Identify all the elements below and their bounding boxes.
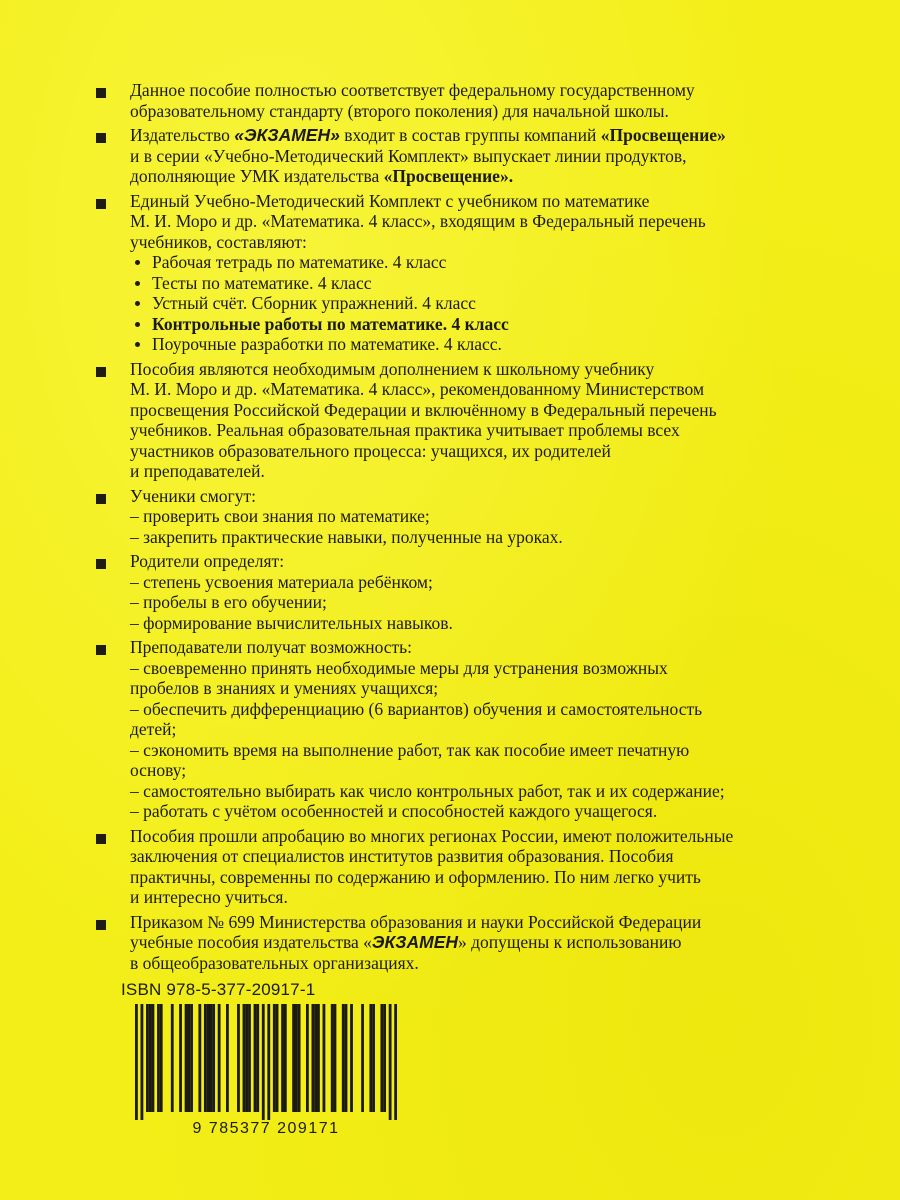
barcode-bar <box>243 1004 246 1112</box>
barcode-bar <box>345 1004 348 1112</box>
text-line: Преподаватели получат возможность: <box>130 637 413 657</box>
list-item-label: Устный счёт. Сборник упражнений. 4 класс <box>152 293 476 313</box>
barcode-bar <box>256 1004 259 1112</box>
text-line: – формирование вычислительных навыков. <box>130 612 453 633</box>
publisher-brand: «ЭКЗАМЕН» <box>234 125 340 145</box>
isbn-label: ISBN 978-5-377-20917-1 <box>121 980 316 999</box>
text-line: участников образовательного процесса: учащихся, их родителей <box>130 440 611 461</box>
barcode-icon <box>135 1004 397 1120</box>
text-line: образовательному стандарту (второго поколения) для начальной школы. <box>130 100 669 121</box>
barcode-bar <box>372 1004 375 1112</box>
square-bullet-icon <box>96 199 106 209</box>
text-line: – степень усвоения материала ребёнком; <box>130 571 433 592</box>
barcode-bar <box>135 1004 138 1120</box>
barcode-digits: 9 785377 209171 <box>192 1120 340 1137</box>
list-item-label: Поурочные разработки по математике. 4 класс. <box>152 334 502 354</box>
text-line: М. И. Моро и др. «Математика. 4 класс», входящим в Федеральный перечень <box>130 211 706 231</box>
barcode-bar <box>314 1004 317 1112</box>
text-line: Ученики смогут: <box>130 485 256 506</box>
text-line: и интересно учиться. <box>130 887 288 907</box>
publisher-brand: ЭКЗАМЕН <box>371 932 459 952</box>
text-line: Родители определят: <box>130 551 285 571</box>
text-line: и в серии «Учебно-Методический Комплект» выпускает линии продуктов, <box>130 145 687 166</box>
barcode-bar <box>226 1004 229 1112</box>
barcode-bar <box>281 1004 284 1112</box>
barcode-bar <box>157 1004 160 1112</box>
barcode-bars <box>135 1004 397 1120</box>
paragraph-approbation <box>92 826 812 908</box>
barcode-bar <box>292 1004 295 1112</box>
barcode-bar <box>212 1004 215 1112</box>
text-fragment: входит в состав группы компаний <box>339 125 601 145</box>
text-line: просвещения Российской Федерации и включённому в Федеральный перечень <box>130 399 717 420</box>
text-line: пробелов в знаниях и умениях учащихся; <box>130 678 439 698</box>
text-line: – работать с учётом особенностей и способностей каждого учащегося. <box>130 801 658 821</box>
barcode-bar <box>331 1004 334 1112</box>
barcode-bar <box>146 1004 149 1112</box>
text-line: – своевременно принять необходимые меры для устранения возможных <box>130 657 668 678</box>
text-fragment: » допущены к использованию <box>458 932 682 952</box>
barcode-bar <box>306 1004 309 1112</box>
barcode-bar <box>237 1004 240 1112</box>
barcode-bar <box>312 1004 315 1112</box>
text-line: – закрепить практические навыки, полученные на уроках. <box>130 526 563 547</box>
paragraph-umk <box>92 191 812 355</box>
barcode-bar <box>185 1004 188 1112</box>
text-line: – сэкономить время на выполнение работ, так как пособие имеет печатную <box>130 739 690 760</box>
barcode-bar <box>248 1004 251 1112</box>
paragraph-students <box>92 486 812 548</box>
barcode-bar <box>254 1004 257 1112</box>
text-line: – пробелы в его обучении; <box>130 592 327 612</box>
list-item-label: Тесты по математике. 4 класс <box>152 272 372 293</box>
text-line: практичны, современны по содержанию и оформлению. По ним легко учить <box>130 866 701 887</box>
barcode-bar <box>295 1004 298 1112</box>
list-item-label: Рабочая тетрадь по математике. 4 класс <box>152 252 447 272</box>
text-line: – самостоятельно выбирать как число контрольных работ, так и их содержание; <box>130 780 725 801</box>
text-line: заключения от специалистов институтов развития образования. Пособия <box>130 846 674 866</box>
barcode-bar <box>262 1004 265 1120</box>
barcode-bar <box>334 1004 337 1112</box>
text-fragment: Издательство <box>130 125 235 145</box>
barcode-bar <box>209 1004 212 1112</box>
barcode-bar <box>198 1004 201 1112</box>
barcode-bar <box>267 1004 270 1120</box>
barcode-bar <box>361 1004 364 1112</box>
square-bullet-icon <box>96 367 106 377</box>
barcode-bar <box>179 1004 182 1112</box>
text-line: учебников, составляют: <box>130 231 307 252</box>
paragraph-order <box>92 912 812 974</box>
barcode-bar <box>350 1004 353 1112</box>
paragraph-parents <box>92 551 812 633</box>
text-line <box>130 166 812 187</box>
barcode-bar <box>342 1004 345 1112</box>
paragraph-publisher <box>92 125 812 187</box>
paragraph-teachers <box>92 637 812 822</box>
barcode-bar <box>383 1004 386 1112</box>
text-line: Приказом № 699 Министерства образования и науки Российской Федерации <box>130 911 702 932</box>
text-line <box>130 932 812 953</box>
barcode-bar <box>317 1004 320 1112</box>
square-bullet-icon <box>96 645 106 655</box>
barcode-bar <box>190 1004 193 1112</box>
dot-bullet-icon <box>135 260 140 265</box>
cover-text <box>92 80 812 976</box>
text-line: Единый Учебно-Методический Комплект с учебником по математике <box>130 190 650 211</box>
barcode-bar <box>187 1004 190 1112</box>
text-fragment: дополняющие УМК издательства <box>130 166 384 186</box>
barcode-bar <box>218 1004 221 1112</box>
list-item-highlighted <box>130 314 812 335</box>
barcode-bar <box>323 1004 326 1112</box>
dot-bullet-icon <box>135 322 140 327</box>
dot-bullet-icon <box>135 342 140 347</box>
list-item <box>130 273 812 294</box>
square-bullet-icon <box>96 920 106 930</box>
text-line: – обеспечить дифференциацию (6 вариантов) обучения и самостоятельность <box>130 698 703 719</box>
barcode-bar <box>207 1004 210 1112</box>
text-line: Данное пособие полностью соответствует федеральному государственному <box>130 80 695 100</box>
list-item-label: Контрольные работы по математике. 4 класс <box>152 313 509 334</box>
text-line: основу; <box>130 760 187 780</box>
barcode-bar <box>298 1004 301 1112</box>
text-line: – проверить свои знания по математике; <box>130 506 430 526</box>
text-line: детей; <box>130 719 177 739</box>
square-bullet-icon <box>96 559 106 569</box>
text-line: М. И. Моро и др. «Математика. 4 класс», рекомендованному Министерством <box>130 379 705 399</box>
square-bullet-icon <box>96 834 106 844</box>
list-item <box>130 293 812 314</box>
dot-bullet-icon <box>135 301 140 306</box>
list-item <box>130 334 812 355</box>
text-fragment: учебные пособия издательства « <box>130 932 372 952</box>
barcode-bar <box>380 1004 383 1112</box>
text-line: учебников. Реальная образовательная практика учитывает проблемы всех <box>130 420 680 440</box>
barcode-bar <box>171 1004 174 1112</box>
square-bullet-icon <box>96 88 106 98</box>
bold-fragment: «Просвещение» <box>600 125 726 145</box>
isbn-block <box>121 980 409 1150</box>
barcode-bar <box>160 1004 163 1112</box>
bold-fragment: «Просвещение». <box>383 166 514 186</box>
barcode-bar <box>276 1004 279 1112</box>
barcode-bar <box>141 1004 144 1120</box>
paragraph-standard <box>92 80 812 121</box>
dot-bullet-icon <box>135 281 140 286</box>
barcode-bar <box>149 1004 152 1112</box>
barcode-bar <box>389 1004 392 1120</box>
paragraph-supplement <box>92 359 812 482</box>
text-line: Пособия прошли апробацию во многих регионах России, имеют положительные <box>130 825 734 846</box>
barcode-bar <box>204 1004 207 1112</box>
text-line <box>130 125 812 146</box>
barcode-bar <box>284 1004 287 1112</box>
text-line: в общеобразовательных организациях. <box>130 952 419 973</box>
square-bullet-icon <box>96 494 106 504</box>
square-bullet-icon <box>96 133 106 143</box>
barcode-bar <box>245 1004 248 1112</box>
barcode-bar <box>394 1004 397 1120</box>
barcode-bar <box>369 1004 372 1112</box>
barcode-bar <box>273 1004 276 1112</box>
barcode-bar <box>152 1004 155 1112</box>
text-line: и преподавателей. <box>130 461 265 481</box>
list-item <box>130 252 812 273</box>
text-line: Пособия являются необходимым дополнением к школьному учебнику <box>130 358 655 379</box>
